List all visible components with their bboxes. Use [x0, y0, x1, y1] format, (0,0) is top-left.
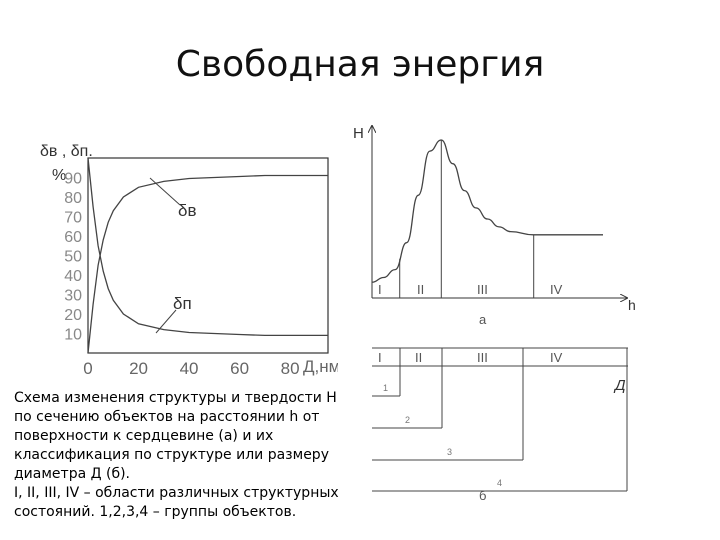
x-tick-label: 40: [179, 359, 199, 378]
hardness-classification-diagram: [345, 118, 705, 508]
figure-caption: [14, 389, 369, 522]
region-label-b-3: III: [477, 350, 488, 365]
y-tick-label: 20: [64, 307, 82, 324]
series-line-dv: [88, 176, 328, 354]
y-tick-label: 10: [64, 326, 82, 344]
caption-line-4: классификация по структуре или размеру: [14, 447, 329, 463]
leader-line-dv: [150, 178, 180, 205]
region-label-a-2: II: [417, 282, 425, 297]
caption-line-7: состояний. 1,2,3,4 – группы объектов.: [14, 504, 297, 520]
region-label-a-3: III: [477, 282, 488, 297]
caption-line-3: поверхности к сердцевине (а) и их: [14, 428, 274, 444]
span-label-4: 4: [497, 478, 503, 488]
x-tick-label: 0: [83, 359, 93, 378]
hardness-curve: [372, 140, 603, 282]
span-label-1: 1: [383, 383, 389, 393]
diameter-axis-label: Д: [615, 377, 626, 394]
series-line-dp: [88, 158, 328, 335]
caption-line-2: по сечению объектов на расстоянии h от: [14, 409, 320, 425]
y-tick-label: 60: [64, 229, 82, 246]
hardness-axis-label: H: [353, 125, 364, 142]
plot-frame: [88, 158, 328, 353]
slide-title: Свободная энергия: [175, 44, 545, 85]
x-axis-label: Д,нм: [303, 357, 338, 376]
caption-line-6: I, II, III, IV – области различных структурных: [14, 485, 339, 501]
series-label-dp: δп: [173, 294, 192, 313]
x-tick-label: 80: [280, 359, 300, 378]
y-tick-label: 30: [64, 287, 82, 305]
span-label-3: 3: [447, 447, 453, 457]
region-label-b-2: II: [415, 350, 423, 365]
panel-label-a: а: [479, 312, 487, 327]
series-label-dv: δв: [178, 201, 197, 220]
x-tick-label: 60: [230, 359, 250, 378]
depth-axis-label: h: [628, 297, 636, 313]
region-label-b-4: IV: [550, 350, 563, 365]
y-tick-label: 70: [64, 209, 82, 227]
region-label-a-4: IV: [550, 282, 563, 297]
panel-label-b: б: [479, 488, 487, 503]
region-label-b-1: I: [378, 350, 382, 365]
caption-line-5: диаметра Д (б).: [14, 466, 130, 482]
y-axis-unit: %: [52, 167, 67, 184]
caption-line-1: Схема изменения структуры и твердости Н: [14, 390, 337, 406]
y-tick-label: 90: [64, 170, 82, 188]
y-tick-label: 40: [64, 268, 82, 285]
region-label-a-1: I: [378, 282, 382, 297]
span-label-2: 2: [405, 415, 411, 425]
x-tick-label: 20: [129, 359, 148, 378]
y-tick-label: 50: [64, 248, 82, 266]
y-tick-label: 80: [64, 190, 82, 207]
y-axis-label: δв , δп.: [40, 143, 93, 160]
structure-percentage-chart: [18, 130, 338, 392]
